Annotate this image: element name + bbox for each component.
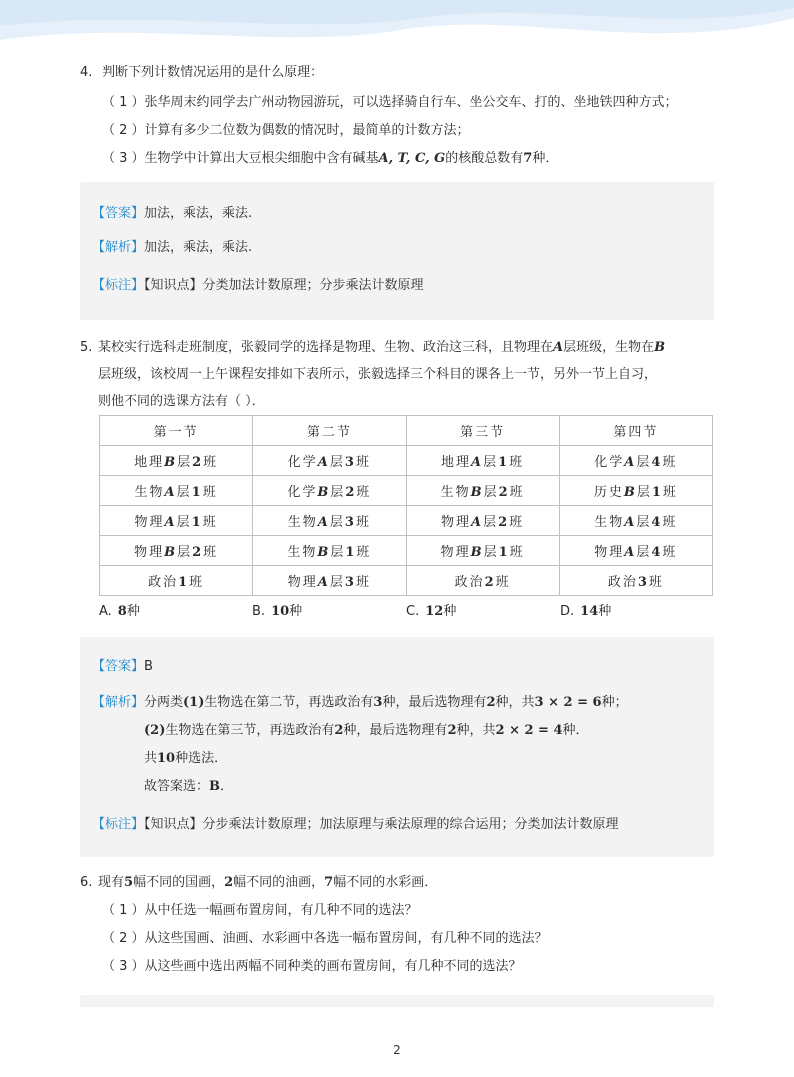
table-cell bbox=[100, 506, 253, 536]
table-cell bbox=[253, 536, 406, 566]
cell-text: 班 bbox=[202, 515, 218, 530]
table-cell bbox=[100, 566, 253, 596]
sub-item-2: （ 2 ）从这些国画、油画、水彩画中各选一幅布置房间，有几种不同的选法？ bbox=[102, 931, 548, 946]
cell-text: 生物 bbox=[134, 485, 165, 500]
table-header-cell: 第二节 bbox=[253, 416, 406, 446]
math-number: 2 bbox=[484, 575, 496, 590]
cell-text: 班 bbox=[509, 515, 525, 530]
question-stem: 幅不同的水彩画． bbox=[333, 875, 438, 890]
math-number: 7 bbox=[324, 875, 334, 890]
math-expression: 2 × 2 = 4 bbox=[495, 723, 563, 738]
cell-text: 生物 bbox=[440, 485, 471, 500]
analysis-text: 种，最后选物理有 bbox=[382, 695, 487, 710]
math-number: 1 bbox=[178, 575, 190, 590]
analysis-text: ． bbox=[220, 779, 234, 794]
page-number: 2 bbox=[393, 1043, 401, 1057]
header-wave-decoration bbox=[0, 0, 794, 60]
table-row bbox=[100, 506, 713, 536]
sub-item-3 bbox=[102, 145, 720, 173]
option-unit: 种 bbox=[126, 604, 140, 619]
option-unit: 种 bbox=[443, 604, 457, 619]
cell-text: 层 bbox=[176, 485, 192, 500]
table-cell bbox=[406, 536, 559, 566]
math-number: 2 bbox=[486, 695, 496, 710]
math-expression: A bbox=[471, 455, 484, 470]
sub-item-1: （ 1 ）从中任选一幅画布置房间，有几种不同的选法？ bbox=[102, 903, 418, 918]
cell-text: 生物 bbox=[287, 515, 318, 530]
cell-text: 物理 bbox=[441, 515, 472, 530]
analysis-tag: 【解析】 bbox=[92, 240, 145, 255]
math-number: 5 bbox=[124, 875, 134, 890]
math-number: (1) bbox=[183, 695, 205, 710]
math-expression: B bbox=[623, 485, 637, 500]
analysis-row-4 bbox=[144, 777, 233, 797]
analysis-text: 种，共 bbox=[495, 695, 535, 710]
cell-text: 物理 bbox=[594, 545, 625, 560]
cell-text: 历史 bbox=[593, 485, 624, 500]
sub-item-2: （ 2 ）计算有多少二位数为偶数的情况时，最简单的计数方法； bbox=[102, 123, 470, 138]
math-expression: 3 × 2 = 6 bbox=[534, 695, 602, 710]
question-stem: 层班级，生物在 bbox=[563, 340, 655, 355]
answer-tag: 【答案】 bbox=[92, 206, 145, 221]
option-label: D. bbox=[560, 604, 575, 619]
table-row bbox=[100, 446, 713, 476]
math-number: 4 bbox=[651, 545, 663, 560]
math-expression: B bbox=[164, 545, 178, 560]
cell-text: 班 bbox=[662, 515, 678, 530]
note-text: 【知识点】分步乘法计数原理；加法原理与乘法原理的综合运用；分类加法计数原理 bbox=[144, 817, 619, 832]
math-number: 3 bbox=[344, 515, 356, 530]
cell-text: 政治 bbox=[454, 575, 485, 590]
table-cell bbox=[559, 536, 712, 566]
cell-text: 班 bbox=[355, 455, 371, 470]
cell-text: 层 bbox=[330, 545, 346, 560]
math-number: 1 bbox=[345, 545, 357, 560]
analysis-text: 生物选在第二节，再选政治有 bbox=[204, 695, 374, 710]
sub-item-3: （ 3 ）从这些画中选出两幅不同种类的画布置房间，有几种不同的选法？ bbox=[102, 959, 522, 974]
note-row bbox=[92, 276, 424, 296]
table-cell bbox=[253, 506, 406, 536]
table-cell bbox=[100, 446, 253, 476]
answer-tag: 【答案】 bbox=[92, 659, 145, 674]
math-expression: A bbox=[624, 545, 637, 560]
option-c bbox=[406, 600, 456, 619]
analysis-text: 种． bbox=[562, 723, 589, 738]
cell-text: 物理 bbox=[287, 575, 318, 590]
question-stem: 层班级，该校周一上午课程安排如下表所示，张毅选择三个科目的课各上一节，另外一节上自习， bbox=[98, 367, 658, 382]
table-cell bbox=[253, 446, 406, 476]
answer-row bbox=[92, 657, 153, 677]
question-4 bbox=[80, 63, 720, 173]
math-number: 2 bbox=[334, 723, 344, 738]
math-expression: A bbox=[317, 575, 330, 590]
answer-box-q6-partial bbox=[80, 995, 714, 1007]
math-expression: B bbox=[164, 455, 178, 470]
question-number: 6. bbox=[80, 875, 93, 890]
math-number: 14 bbox=[580, 604, 599, 619]
table-header-cell: 第三节 bbox=[406, 416, 559, 446]
table-row bbox=[100, 536, 713, 566]
analysis-row bbox=[92, 238, 252, 258]
math-number: 2 bbox=[498, 485, 510, 500]
question-stem: 幅不同的油画， bbox=[233, 875, 325, 890]
analysis-tag: 【解析】 bbox=[92, 695, 145, 710]
question-number: 5. bbox=[80, 340, 93, 355]
math-number: B bbox=[209, 779, 221, 794]
table-cell bbox=[406, 506, 559, 536]
cell-text: 物理 bbox=[134, 515, 165, 530]
option-unit: 种 bbox=[598, 604, 612, 619]
cell-text: 层 bbox=[329, 575, 345, 590]
math-number: (2) bbox=[144, 723, 166, 738]
option-label: A. bbox=[99, 604, 112, 619]
math-expression: A bbox=[471, 515, 484, 530]
math-number: 2 bbox=[498, 515, 510, 530]
sub-item-text: 的核酸总数有 bbox=[445, 151, 524, 166]
cell-text: 化学 bbox=[594, 455, 625, 470]
table-cell bbox=[406, 566, 559, 596]
math-number: 3 bbox=[637, 575, 649, 590]
math-number: 4 bbox=[651, 515, 663, 530]
cell-text: 班 bbox=[203, 455, 219, 470]
math-number: 2 bbox=[345, 485, 357, 500]
math-expression: A bbox=[624, 455, 637, 470]
table-cell bbox=[253, 476, 406, 506]
table-header-row bbox=[100, 416, 713, 446]
answer-box-q4 bbox=[80, 182, 714, 320]
question-stem: 则他不同的选课方法有（ ）． bbox=[98, 394, 265, 409]
cell-text: 层 bbox=[636, 485, 652, 500]
cell-text: 地理 bbox=[134, 455, 165, 470]
cell-text: 班 bbox=[356, 485, 372, 500]
math-expression: A, T, C, G bbox=[378, 151, 446, 166]
option-label: C. bbox=[406, 604, 420, 619]
cell-text: 层 bbox=[483, 515, 499, 530]
math-number: 12 bbox=[425, 604, 444, 619]
table-header-cell: 第四节 bbox=[559, 416, 712, 446]
math-number: 2 bbox=[192, 455, 204, 470]
math-expression: A bbox=[624, 515, 637, 530]
cell-text: 层 bbox=[483, 485, 499, 500]
question-stem: 某校实行选科走班制度，张毅同学的选择是物理、生物、政治这三科，且物理在 bbox=[98, 340, 554, 355]
answer-row bbox=[92, 204, 252, 224]
analysis-row-3 bbox=[144, 749, 227, 769]
table-row bbox=[100, 566, 713, 596]
cell-text: 班 bbox=[509, 545, 525, 560]
cell-text: 生物 bbox=[594, 515, 625, 530]
math-expression: B bbox=[317, 545, 331, 560]
option-unit: 种 bbox=[289, 604, 303, 619]
cell-text: 层 bbox=[177, 545, 193, 560]
math-number: 8 bbox=[117, 604, 127, 619]
math-number: 10 bbox=[271, 604, 290, 619]
cell-text: 班 bbox=[509, 455, 525, 470]
cell-text: 班 bbox=[662, 485, 678, 500]
cell-text: 层 bbox=[483, 545, 499, 560]
cell-text: 政治 bbox=[607, 575, 638, 590]
math-number: 10 bbox=[157, 751, 176, 766]
math-expression: B bbox=[317, 485, 331, 500]
question-stem: 幅不同的国画， bbox=[133, 875, 225, 890]
table-cell bbox=[253, 566, 406, 596]
math-expression: A bbox=[164, 515, 177, 530]
cell-text: 班 bbox=[662, 545, 678, 560]
math-number: 2 bbox=[192, 545, 204, 560]
analysis-text: 种，共 bbox=[456, 723, 496, 738]
question-stem: 判断下列计数情况运用的是什么原理： bbox=[102, 65, 324, 80]
cell-text: 层 bbox=[330, 485, 346, 500]
question-number: 4. bbox=[80, 65, 93, 80]
table-header-cell: 第一节 bbox=[100, 416, 253, 446]
cell-text: 班 bbox=[662, 455, 678, 470]
cell-text: 政治 bbox=[148, 575, 179, 590]
cell-text: 层 bbox=[329, 515, 345, 530]
cell-text: 层 bbox=[636, 515, 652, 530]
analysis-text: 分两类 bbox=[144, 695, 184, 710]
math-expression: A bbox=[164, 485, 177, 500]
cell-text: 层 bbox=[636, 545, 652, 560]
table-cell bbox=[559, 566, 712, 596]
math-number: 2 bbox=[224, 875, 234, 890]
table-row bbox=[100, 476, 713, 506]
question-stem: 现有 bbox=[98, 875, 125, 890]
math-expression: A bbox=[317, 455, 330, 470]
math-expression: B bbox=[470, 545, 484, 560]
analysis-text: 生物选在第三节，再选政治有 bbox=[165, 723, 335, 738]
table-cell bbox=[559, 446, 712, 476]
question-5 bbox=[80, 335, 720, 415]
note-tag: 【标注】 bbox=[92, 817, 145, 832]
cell-text: 层 bbox=[329, 455, 345, 470]
analysis-row bbox=[92, 693, 628, 713]
analysis-row-2 bbox=[144, 721, 589, 741]
cell-text: 化学 bbox=[287, 485, 318, 500]
cell-text: 地理 bbox=[441, 455, 472, 470]
note-text: 【知识点】分类加法计数原理；分步乘法计数原理 bbox=[144, 278, 424, 293]
table-cell bbox=[406, 476, 559, 506]
math-number: 3 bbox=[344, 455, 356, 470]
cell-text: 物理 bbox=[440, 545, 471, 560]
math-number: 1 bbox=[651, 485, 663, 500]
math-expression: A bbox=[317, 515, 330, 530]
answer-text: B bbox=[144, 659, 153, 674]
math-number: 7 bbox=[523, 151, 533, 166]
math-number: 1 bbox=[498, 455, 510, 470]
table-cell bbox=[100, 476, 253, 506]
math-expression: B bbox=[470, 485, 484, 500]
math-number: 3 bbox=[344, 575, 356, 590]
math-number: 3 bbox=[373, 695, 383, 710]
schedule-table bbox=[99, 415, 713, 596]
cell-text: 班 bbox=[203, 545, 219, 560]
option-label: B. bbox=[252, 604, 266, 619]
table-cell bbox=[559, 506, 712, 536]
table-cell bbox=[100, 536, 253, 566]
option-d bbox=[560, 600, 611, 619]
cell-text: 层 bbox=[636, 455, 652, 470]
cell-text: 班 bbox=[189, 575, 205, 590]
math-number: 4 bbox=[651, 455, 663, 470]
cell-text: 层 bbox=[176, 515, 192, 530]
options-row bbox=[99, 600, 713, 620]
cell-text: 生物 bbox=[287, 545, 318, 560]
note-row bbox=[92, 815, 619, 835]
math-number: 1 bbox=[191, 485, 203, 500]
table-cell bbox=[406, 446, 559, 476]
sub-item-text: （ 3 ）生物学中计算出大豆根尖细胞中含有碱基 bbox=[102, 151, 379, 166]
table-cell bbox=[559, 476, 712, 506]
cell-text: 层 bbox=[177, 455, 193, 470]
answer-text: 加法，乘法，乘法. bbox=[144, 206, 253, 221]
analysis-text: 共 bbox=[144, 751, 158, 766]
analysis-text: 加法，乘法，乘法. bbox=[144, 240, 253, 255]
math-number: 2 bbox=[447, 723, 457, 738]
question-6 bbox=[80, 873, 720, 981]
analysis-text: 种，最后选物理有 bbox=[343, 723, 448, 738]
cell-text: 化学 bbox=[287, 455, 318, 470]
math-number: 1 bbox=[498, 545, 510, 560]
analysis-text: 种； bbox=[601, 695, 628, 710]
answer-box-q5 bbox=[80, 637, 714, 857]
cell-text: 班 bbox=[202, 485, 218, 500]
note-tag: 【标注】 bbox=[92, 278, 145, 293]
math-number: 1 bbox=[191, 515, 203, 530]
option-b bbox=[252, 600, 302, 619]
analysis-text: 故答案选： bbox=[144, 779, 210, 794]
sub-item-text: 种． bbox=[532, 151, 559, 166]
analysis-text: 种选法． bbox=[175, 751, 228, 766]
math-expression: A bbox=[553, 340, 564, 355]
cell-text: 班 bbox=[648, 575, 664, 590]
sub-item-1: （ 1 ）张华周末约同学去广州动物园游玩，可以选择骑自行车、坐公交车、打的、坐地铁四种方式； bbox=[102, 95, 678, 110]
option-a bbox=[99, 600, 140, 619]
cell-text: 层 bbox=[483, 455, 499, 470]
cell-text: 物理 bbox=[134, 545, 165, 560]
cell-text: 班 bbox=[356, 545, 372, 560]
cell-text: 班 bbox=[355, 575, 371, 590]
cell-text: 班 bbox=[355, 515, 371, 530]
cell-text: 班 bbox=[509, 485, 525, 500]
cell-text: 班 bbox=[495, 575, 511, 590]
math-expression: B bbox=[654, 340, 666, 355]
